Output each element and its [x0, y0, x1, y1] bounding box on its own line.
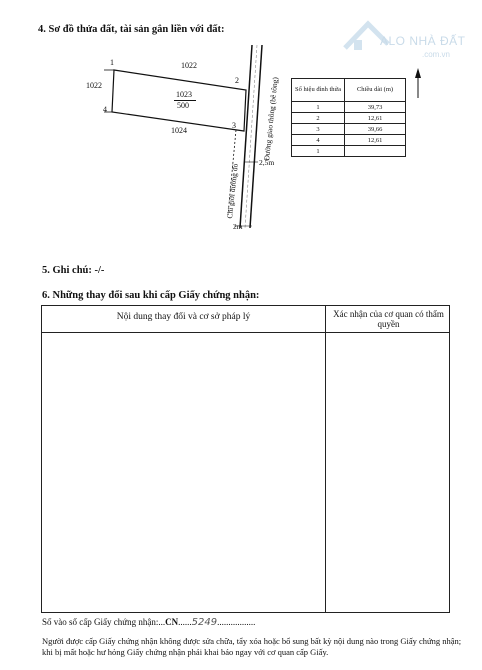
register-line: Số vào sổ cấp Giấy chứng nhận:...CN......5249................. — [42, 617, 256, 628]
table-cell-length: 12,61 — [345, 113, 406, 124]
table-cell-length: 12,61 — [345, 135, 406, 146]
vertex-length-table — [291, 78, 406, 157]
table-cell-length: 39,73 — [345, 102, 406, 113]
table-cell-id: 3 — [292, 124, 345, 135]
neighbour-top-label: 1022 — [181, 61, 197, 70]
table-cell-id: 1 — [292, 146, 345, 157]
footer-note: Người được cấp Giấy chứng nhận không được sửa chữa, tẩy xóa hoặc bổ sung bất kỳ nội dung nào trong Giấy chứng nhận; khi bị mất hoặc hư hỏng Giấy chứng nhận phải khai báo ngay với cơ quan cấp Giấy. — [42, 636, 462, 657]
table-cell-id: 4 — [292, 135, 345, 146]
vertex-3-label: 3 — [232, 121, 236, 130]
table-cell-length: 39,66 — [345, 124, 406, 135]
table-row — [292, 124, 406, 135]
table-row — [292, 146, 406, 157]
table-row — [292, 102, 406, 113]
table-header-vertex: Số hiệu đỉnh thửa — [292, 79, 345, 102]
section-5-notes: 5. Ghi chú: -/- — [42, 265, 105, 276]
parcel-area: 500 — [177, 101, 189, 110]
neighbour-left-label: 1022 — [86, 81, 102, 90]
table-cell-length — [345, 146, 406, 157]
changes-col1-header: Nội dung thay đổi và cơ sở pháp lý — [116, 312, 251, 322]
road-width-label: 2m — [233, 222, 243, 231]
red-boundary-label: Chỉ giới đường đỏ — [225, 163, 240, 219]
vertex-2-label: 2 — [235, 76, 239, 85]
north-arrow-head — [415, 68, 421, 78]
road-label: Đường giao thông (bê tông) — [262, 76, 280, 161]
table-row — [292, 113, 406, 124]
watermark-domain: .com.vn — [422, 50, 451, 59]
table-cell-id: 1 — [292, 102, 345, 113]
register-code: CN — [165, 617, 179, 627]
table-row — [292, 135, 406, 146]
changes-table-divider — [325, 306, 326, 612]
changes-col2-header: Xác nhận của cơ quan có thẩm quyền — [333, 309, 444, 329]
vertex-4-label: 4 — [103, 105, 107, 114]
road-edge-right — [250, 45, 262, 228]
changes-table — [41, 305, 450, 613]
neighbour-bottom-label: 1024 — [171, 126, 187, 135]
register-number: 5249 — [191, 617, 218, 628]
table-cell-id: 2 — [292, 113, 345, 124]
section-4-title: 4. Sơ đồ thửa đất, tài sản gắn liền với đất: — [38, 24, 225, 35]
watermark-brand: ALO NHÀ ĐẤT — [380, 34, 466, 48]
table-header-length: Chiều dài (m) — [345, 79, 406, 102]
offset-label: 2,5m — [259, 158, 275, 167]
register-label: Số vào sổ cấp Giấy chứng nhận:... — [42, 617, 166, 627]
road-edge-left — [240, 45, 252, 228]
parcel-number: 1023 — [176, 90, 192, 99]
road-centerline — [245, 45, 257, 228]
vertex-1-label: 1 — [110, 58, 114, 67]
section-6-title: 6. Những thay đổi sau khi cấp Giấy chứng nhận: — [42, 290, 260, 301]
